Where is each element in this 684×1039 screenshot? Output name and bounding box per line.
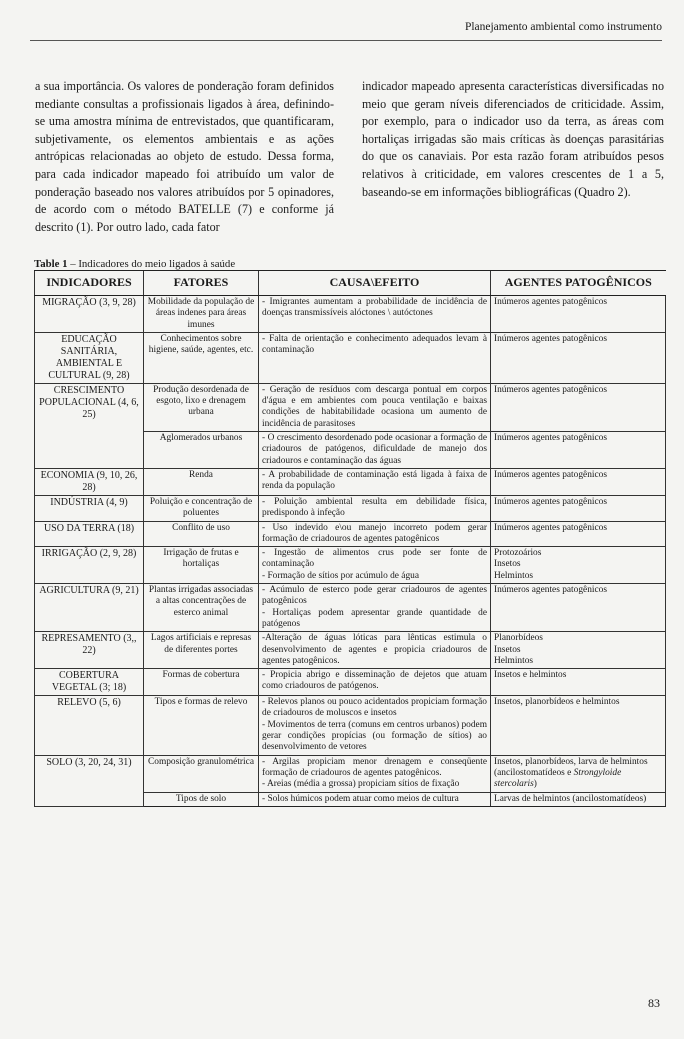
table-row	[35, 669, 666, 696]
table-caption-text: – Indicadores do meio ligados à saúde	[67, 258, 236, 270]
body-text-right-column: indicador mapeado apresenta características diversificadas no meio que geram níveis diferenciados de criticidade. Assim, por exemplo, para o indicador uso da terra, as áreas com hortaliças irrigadas são mais críticas às doenças parasitárias do que os canaviais. Por esta razão foram atribuídos pesos relativos à criticidade, em valores crescentes de 1 a 5, baseando-se em informações bibliográficas (Quadro 2).	[362, 79, 664, 199]
factor-cell: Tipos e formas de relevo	[144, 696, 259, 755]
agents-cell: Insetos e helmintos	[491, 669, 666, 696]
factor-cell: Plantas irrigadas associadas a altas concentrações de esterco animal	[144, 584, 259, 632]
agents-species-italic: Strongyloide stercolaris	[494, 767, 622, 790]
cause-cell: - A probabilidade de contaminação está ligada à faixa de renda da população	[259, 468, 491, 495]
agents-cell: Planorbídeos Insetos Helmintos	[491, 632, 666, 669]
header-causa-efeito: CAUSA\EFEITO	[259, 271, 491, 296]
cause-cell: -Alteração de águas lóticas para lênticas estimula o desenvolvimento de agentes e propicia criadouros de agentes patogênicos.	[259, 632, 491, 669]
indicator-cell: SOLO (3, 20, 24, 31)	[35, 755, 144, 806]
cause-cell: - Propicia abrigo e disseminação de dejetos que atuam como criadouros de patógenos.	[259, 669, 491, 696]
cause-cell: - Relevos planos ou pouco acidentados propiciam formação de criadouros de moluscos e insetos - Movimentos de terra (comuns em centros urbanos) podem gerar condições propícias (ou formação de sítios) ao desenvolvimento de vetores	[259, 696, 491, 755]
factor-cell: Renda	[144, 468, 259, 495]
indicator-cell: REPRESAMENTO (3,, 22)	[35, 632, 144, 669]
indicator-cell: EDUCAÇÃO SANITÁRIA, AMBIENTAL E CULTURAL (9, 28)	[35, 332, 144, 383]
agents-cell: Protozoários Insetos Helmintos	[491, 547, 666, 584]
agents-cell: Inúmeros agentes patogênicos	[491, 495, 666, 521]
indicator-cell: IRRIGAÇÃO (2, 9, 28)	[35, 547, 144, 584]
agents-cell: Larvas de helmintos (ancilostomatídeos)	[491, 792, 666, 806]
header-indicadores: INDICADORES	[35, 271, 144, 296]
factor-cell: Formas de cobertura	[144, 669, 259, 696]
factor-cell: Poluição e concentração de poluentes	[144, 495, 259, 521]
table-row	[35, 521, 666, 547]
cause-cell: - Poluição ambiental resulta em debilidade física, predispondo à infeção	[259, 495, 491, 521]
factor-cell: Tipos de solo	[144, 792, 259, 806]
indicator-cell: RELEVO (5, 6)	[35, 696, 144, 755]
header-agentes: AGENTES PATOGÊNICOS	[491, 271, 666, 296]
indicator-cell: ECONOMIA (9, 10, 26, 28)	[35, 468, 144, 495]
cause-cell: - Acúmulo de esterco pode gerar criadouros de agentes patogênicos - Hortaliças podem apresentar grande quantidade de patógenos	[259, 584, 491, 632]
factor-cell: Composição granulométrica	[144, 755, 259, 792]
table-row	[35, 296, 666, 333]
factor-cell: Produção desordenada de esgoto, lixo e drenagem urbana	[144, 383, 259, 431]
cause-cell: - Ingestão de alimentos crus pode ser fonte de contaminação - Formação de sítios por acúmulo de água	[259, 547, 491, 584]
agents-cell: Inúmeros agentes patogênicos	[491, 584, 666, 632]
table-row	[35, 696, 666, 755]
table-header-row	[35, 271, 666, 296]
cause-cell: - O crescimento desordenado pode ocasionar a formação de criadouros de patógenos, dificuldade de manejo dos criadouros e contaminação das águas	[259, 432, 491, 469]
cause-cell: - Solos húmicos podem atuar como meios de cultura	[259, 792, 491, 806]
indicator-cell: CRESCIMENTO POPULACIONAL (4, 6, 25)	[35, 383, 144, 468]
indicator-cell: COBERTURA VEGETAL (3; 18)	[35, 669, 144, 696]
agents-cell: Inúmeros agentes patogênicos	[491, 521, 666, 547]
agents-cell: Inúmeros agentes patogênicos	[491, 383, 666, 431]
header-fatores: FATORES	[144, 271, 259, 296]
factor-cell: Mobilidade da população de áreas indenes para áreas imunes	[144, 296, 259, 333]
agents-text-tail: )	[533, 779, 537, 790]
indicator-cell: INDÚSTRIA (4, 9)	[35, 495, 144, 521]
header-rule	[30, 40, 662, 41]
factor-cell: Conhecimentos sobre higiene, saúde, agentes, etc.	[144, 332, 259, 383]
table-row	[35, 332, 666, 383]
table-row	[35, 632, 666, 669]
agents-text: Insetos, planorbídeos, larva de helmintos (ancilostomatídeos e	[494, 756, 648, 778]
indicator-cell: AGRICULTURA (9, 21)	[35, 584, 144, 632]
table-row	[35, 383, 666, 431]
agents-cell	[491, 755, 666, 792]
health-indicators-table	[34, 270, 666, 807]
table-row	[35, 468, 666, 495]
agents-cell: Insetos, planorbídeos e helmintos	[491, 696, 666, 755]
table-row	[35, 755, 666, 792]
page-number: 83	[648, 996, 660, 1010]
table-row	[35, 584, 666, 632]
table-row	[35, 547, 666, 584]
factor-cell: Lagos artificiais e represas de diferentes portes	[144, 632, 259, 669]
cause-cell: - Geração de resíduos com descarga pontual em corpos d'água e em ambientes com pouca ventilação e baixas condições de habitabilidade ocasiona um aumento de incidência de parasitoses	[259, 383, 491, 431]
agents-cell: Inúmeros agentes patogênicos	[491, 432, 666, 469]
factor-cell: Conflito de uso	[144, 521, 259, 547]
factor-cell: Irrigação de frutas e hortaliças	[144, 547, 259, 584]
agents-cell: Inúmeros agentes patogênicos	[491, 332, 666, 383]
indicator-cell: USO DA TERRA (18)	[35, 521, 144, 547]
cause-cell: - Argilas propiciam menor drenagem e conseqüente formação de criadouros de agentes patogênicos. - Areias (média a grossa) propiciam sítios de fixação	[259, 755, 491, 792]
table-row	[35, 495, 666, 521]
cause-cell: - Uso indevido e\ou manejo incorreto podem gerar formação de criadouros de agentes patogênicos	[259, 521, 491, 547]
agents-cell: Inúmeros agentes patogênicos	[491, 296, 666, 333]
table-caption	[34, 258, 235, 270]
indicator-cell: MIGRAÇÃO (3, 9, 28)	[35, 296, 144, 333]
agents-cell: Inúmeros agentes patogênicos	[491, 468, 666, 495]
body-text-left-column: a sua importância. Os valores de ponderação foram definidos mediante consultas a profissionais ligados à área, definindo-se uma amostra mínima de entrevistados, que quantificaram, subjetivamente, os elementos ambientais e as ações antrópicas relacionadas ao objeto de estudo. Dessa forma, para cada indicador mapeado foi atribuído um valor de ponderação baseado nos valores atribuídos por 5 opinadores, de acordo com o método BATELLE (7) e conforme já descrito (1). Por outro lado, cada fator	[35, 79, 334, 234]
cause-cell: - Falta de orientação e conhecimento adequados levam à contaminação	[259, 332, 491, 383]
factor-cell: Aglomerados urbanos	[144, 432, 259, 469]
cause-cell: - Imigrantes aumentam a probabilidade de incidência de doenças transmissíveis alóctones \ autóctones	[259, 296, 491, 333]
table-caption-label: Table 1	[34, 258, 68, 270]
running-header: Planejamento ambiental como instrumento	[464, 21, 662, 33]
